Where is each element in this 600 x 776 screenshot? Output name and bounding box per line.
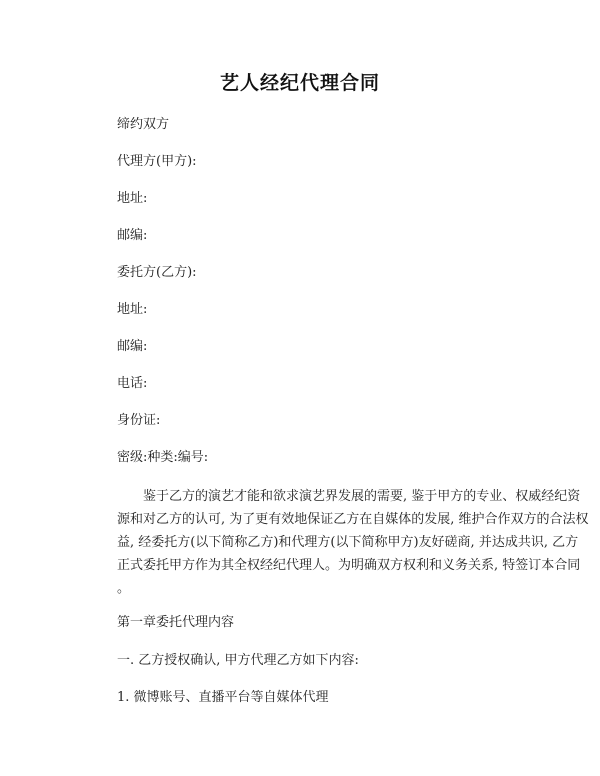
party-a-postcode: 邮编: bbox=[117, 228, 148, 243]
party-b-phone: 电话: bbox=[117, 376, 148, 391]
preamble-line-5: 。 bbox=[117, 581, 131, 596]
chapter-1-clause-1: 一. 乙方授权确认, 甲方代理乙方如下内容: bbox=[117, 653, 359, 668]
party-a-address: 地址: bbox=[117, 191, 148, 206]
party-b-postcode: 邮编: bbox=[117, 339, 148, 354]
chapter-1-heading: 第一章委托代理内容 bbox=[117, 615, 235, 630]
classification-line: 密级:种类:编号: bbox=[117, 450, 209, 465]
document-title: 艺人经纪代理合同 bbox=[219, 72, 380, 94]
party-a-label: 代理方(甲方): bbox=[117, 154, 197, 169]
parties-heading: 缔约双方 bbox=[117, 117, 170, 132]
party-b-address: 地址: bbox=[117, 302, 148, 317]
preamble-paragraph bbox=[117, 485, 589, 600]
chapter-1-item-1: 1. 微博账号、直播平台等自媒体代理 bbox=[117, 690, 329, 705]
preamble-line-1: 鉴于乙方的演艺才能和欲求演艺界发展的需要, 鉴于甲方的专业、权威经纪资 bbox=[143, 489, 581, 504]
party-b-id-card: 身份证: bbox=[117, 413, 161, 428]
preamble-line-2: 源和对乙方的认可, 为了更有效地保证乙方在自媒体的发展, 维护合作双方的合法权 bbox=[117, 512, 589, 527]
preamble-line-4: 正式委托甲方作为其全权经纪代理人。为明确双方权利和义务关系, 特签订本合同 bbox=[117, 558, 581, 573]
party-b-label: 委托方(乙方): bbox=[117, 265, 197, 280]
preamble-line-3: 益, 经委托方(以下简称乙方)和代理方(以下简称甲方)友好磋商, 并达成共识, 乙方 bbox=[117, 535, 579, 550]
